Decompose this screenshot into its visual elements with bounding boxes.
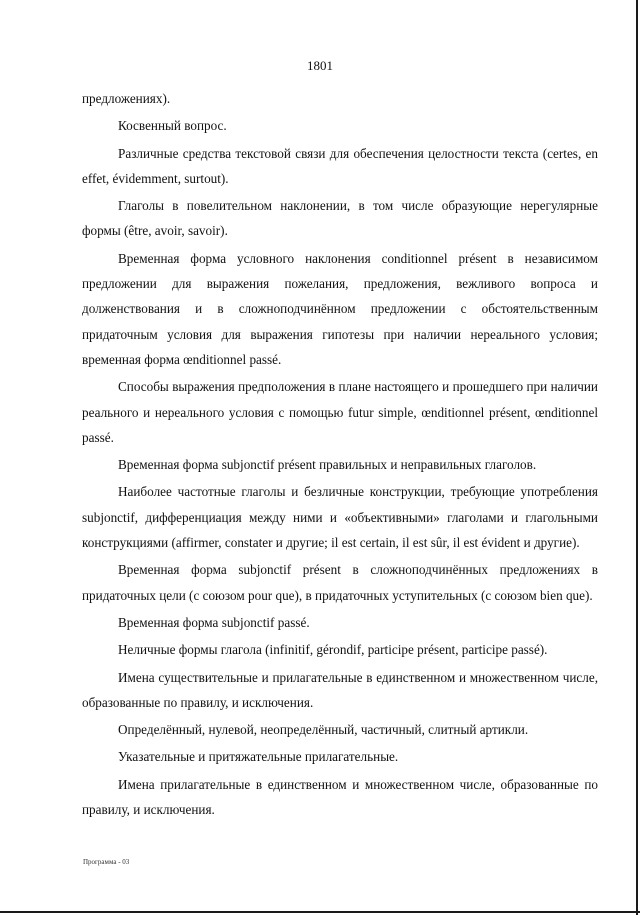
paragraph: Глаголы в повелительном наклонении, в том числе образующие нерегулярные формы (être, avoir, savoir). [82,198,598,239]
paragraph: Временная форма условного наклонения conditionnel présent в независимом предложении для выражения пожелания, предложения, вежливого вопроса и долженствования и в сложноподчинённом предложении с обстоятельственным придаточным условия для выражения гипотезы при наличии нереального условия; временная форма œnditionnel passé. [82,250,598,367]
paragraph: Временная форма subjonctif présent правильных и неправильных глаголов. [118,457,537,473]
page-footer: Программа - 03 [83,858,130,866]
paragraph: Различные средства текстовой связи для обеспечения целостности текста (certes, en effet, évidemment, surtout). [82,145,598,186]
paragraph: Наиболее частотные глаголы и безличные конструкции, требующие употребления subjonctif, дифференциация между ними и «объективными» глаголами и глагольными конструкциями (affirmer, constater и другие; il est certain, il est sûr, il est évident и другие). [82,484,598,551]
paragraph: Указательные и притяжательные прилагательные. [118,749,399,765]
paragraph: Временная форма subjonctif présent в сложноподчинённых предложениях в придаточных цели (с союзом pour que), в придаточных уступительных (с союзом bien que). [82,562,598,603]
page-border-right [636,0,638,915]
paragraph: Неличные формы глагола (infinitif, gérondif, participe présent, participe passé). [118,642,548,658]
paragraph: Временная форма subjonctif passé. [118,614,310,630]
page-number: 1801 [307,58,333,73]
paragraph: Косвенный вопрос. [118,118,227,134]
paragraph: Определённый, нулевой, неопределённый, частичный, слитный артикли. [118,722,529,738]
document-body [82,86,598,824]
paragraph: Имена прилагательные в единственном и множественном числе, образованные по правилу, и исключения. [82,776,598,818]
page-border-bottom [0,911,640,913]
paragraph: Имена существительные и прилагательные в единственном и множественном числе, образованные по правилу, и исключения. [82,669,598,710]
paragraph-continuation: предложениях). [82,91,171,106]
paragraph: Способы выражения предположения в плане настоящего и прошедшего при наличии реального и нереального условия с помощью futur simple, œnditionnel présent, œnditionnel passé. [82,379,598,445]
